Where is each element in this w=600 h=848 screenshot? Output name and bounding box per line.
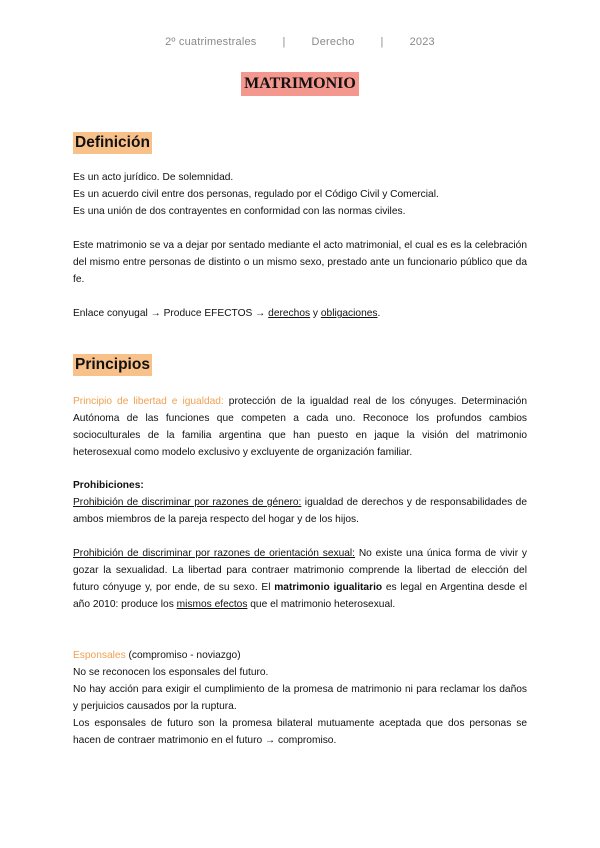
genero-text: igualdad de derechos y de responsabilidades de ambos miembros de la pareja respecto del hogar y de los hijos. xyxy=(73,497,527,525)
esponsales-label: Esponsales xyxy=(73,650,126,661)
esponsales-heading-line xyxy=(73,647,527,664)
page-header xyxy=(0,36,600,48)
definicion-line: Es una unión de dos contrayentes en conformidad con las normas civiles. xyxy=(73,206,406,217)
definicion-paragraph: Este matrimonio se va a dejar por sentado mediante el acto matrimonial, el cual es es la celebración del mismo entre personas de distinto o un mismo sexo, prestado ante un funcionario público que da fe. xyxy=(73,240,527,285)
definicion-line: Es un acuerdo civil entre dos personas, regulado por el Código Civil y Comercial. xyxy=(73,189,439,200)
enlace-end: . xyxy=(377,308,381,319)
prohibiciones-title: Prohibiciones: xyxy=(73,480,144,491)
header-separator: | xyxy=(380,36,384,48)
esponsales-section xyxy=(73,647,527,749)
heading-principios: Principios xyxy=(73,354,152,376)
prohibicion-genero xyxy=(73,494,527,528)
header-subject: Derecho xyxy=(311,36,355,48)
header-year: 2023 xyxy=(409,36,435,48)
page-title: MATRIMONIO xyxy=(241,72,359,96)
definicion-line: Es un acto jurídico. De solemnidad. xyxy=(73,172,234,183)
principio-libertad xyxy=(73,393,527,461)
enlace-prefix: Enlace conyugal → Produce EFECTOS → xyxy=(73,308,269,319)
prohibicion-orientacion xyxy=(73,545,527,613)
header-separator: | xyxy=(282,36,286,48)
orientacion-bold: matrimonio igualitario xyxy=(274,582,383,593)
esponsales-line: No se reconocen los esponsales del futuro. xyxy=(73,667,269,678)
esponsales-note: (compromiso - noviazgo) xyxy=(125,650,241,661)
esponsales-line: No hay acción para exigir el cumplimiento de la promesa de matrimonio ni para reclamar los daños y perjuicios causados por la ruptura. xyxy=(73,684,527,712)
prohibiciones-label xyxy=(73,477,527,494)
heading-definicion: Definición xyxy=(73,132,152,154)
libertad-label: Principio de libertad e igualdad: xyxy=(73,396,224,407)
header-term: 2º cuatrimestrales xyxy=(165,36,257,48)
orientacion-text1: No existe una única forma de vivir y gozar la sexualidad. La libertad para contraer matrimonio comprende la libertad de elección del futuro cónyuge y, por ende, de su sexo. El xyxy=(73,548,527,593)
esponsales-line: Los esponsales de futuro son la promesa bilateral mutuamente aceptada que dos personas se hacen de contraer matrimonio en el futuro → compromiso. xyxy=(73,718,527,746)
orientacion-text2: es legal en Argentina desde el año 2010: produce los xyxy=(73,582,527,610)
genero-label: Prohibición de discriminar por razones de género: xyxy=(73,497,302,508)
orientacion-underline: mismos efectos xyxy=(176,599,248,610)
orientacion-text3: que el matrimonio heterosexual. xyxy=(247,599,396,610)
definicion-lines xyxy=(73,169,527,220)
title-wrapper xyxy=(0,72,600,96)
enlace-y: y xyxy=(310,308,321,319)
enlace-derechos: derechos xyxy=(268,308,311,319)
enlace-conyugal xyxy=(73,305,527,322)
libertad-text: protección de la igualdad real de los cónyuges. Determinación Autónoma de las funciones que competen a cada uno. Reconoce los profundos cambios socioculturales de la familia argentina que han puesto en jaque la visión del matrimonio heterosexual como modelo exclusivo y excluyente de organización familiar. xyxy=(73,396,527,458)
enlace-obligaciones: obligaciones xyxy=(320,308,378,319)
orientacion-label: Prohibición de discriminar por razones de orientación sexual: xyxy=(73,548,356,559)
